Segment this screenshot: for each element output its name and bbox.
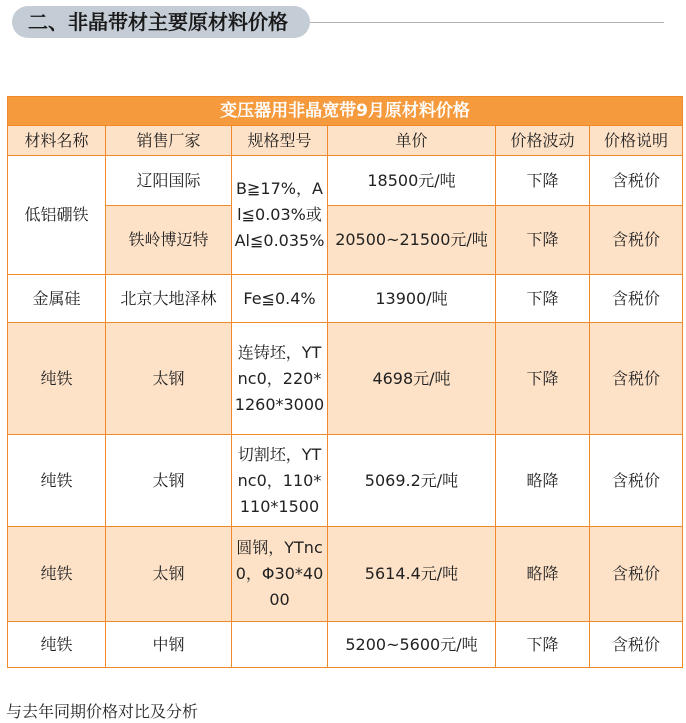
table-row	[8, 206, 683, 275]
cell-trend: 略降	[496, 527, 590, 622]
cell-spec	[232, 622, 328, 668]
cell-trend: 下降	[496, 323, 590, 435]
cell-spec: 切割坯，YTnc0，110*110*1500	[232, 435, 328, 527]
cell-price: 20500~21500元/吨	[328, 206, 496, 275]
price-table	[7, 96, 683, 668]
table-row	[8, 323, 683, 435]
cell-price: 4698元/吨	[328, 323, 496, 435]
cell-price: 13900/吨	[328, 275, 496, 323]
header-price: 单价	[328, 126, 496, 156]
table-header-row	[8, 126, 683, 156]
cell-vendor: 北京大地泽林	[106, 275, 232, 323]
cell-note: 含税价	[590, 206, 683, 275]
table-row	[8, 156, 683, 206]
cell-price: 5200~5600元/吨	[328, 622, 496, 668]
cell-trend: 下降	[496, 206, 590, 275]
cell-trend: 下降	[496, 156, 590, 206]
comparison-heading: 与去年同期价格对比及分析	[6, 702, 199, 721]
cell-vendor: 太钢	[106, 435, 232, 527]
header-spec: 规格型号	[232, 126, 328, 156]
cell-note: 含税价	[590, 622, 683, 668]
cell-trend: 略降	[496, 435, 590, 527]
cell-material: 纯铁	[8, 622, 106, 668]
cell-note: 含税价	[590, 275, 683, 323]
cell-spec: Fe≦0.4%	[232, 275, 328, 323]
cell-spec: 圆钢，YTnc0，Φ30*4000	[232, 527, 328, 622]
cell-price: 5614.4元/吨	[328, 527, 496, 622]
header-trend: 价格波动	[496, 126, 590, 156]
cell-price: 18500元/吨	[328, 156, 496, 206]
cell-trend: 下降	[496, 275, 590, 323]
cell-vendor: 中钢	[106, 622, 232, 668]
cell-trend: 下降	[496, 622, 590, 668]
section-title: 二、非晶带材主要原材料价格	[12, 6, 310, 38]
cell-vendor: 太钢	[106, 527, 232, 622]
cell-price: 5069.2元/吨	[328, 435, 496, 527]
table-caption: 变压器用非晶宽带9月原材料价格	[8, 97, 683, 126]
cell-material: 低铝硼铁	[8, 156, 106, 275]
section-header	[12, 6, 664, 38]
cell-spec: 连铸坯，YTnc0，220*1260*3000	[232, 323, 328, 435]
cell-spec: B≧17%，Al≦0.03%或Al≦0.035%	[232, 156, 328, 275]
cell-material: 纯铁	[8, 323, 106, 435]
cell-note: 含税价	[590, 156, 683, 206]
table-row	[8, 527, 683, 622]
cell-note: 含税价	[590, 323, 683, 435]
cell-material: 金属硅	[8, 275, 106, 323]
table-row	[8, 435, 683, 527]
cell-vendor: 太钢	[106, 323, 232, 435]
cell-note: 含税价	[590, 527, 683, 622]
header-vendor: 销售厂家	[106, 126, 232, 156]
cell-vendor: 铁岭博迈特	[106, 206, 232, 275]
table-row	[8, 275, 683, 323]
section-divider	[310, 22, 664, 23]
cell-material: 纯铁	[8, 435, 106, 527]
header-note: 价格说明	[590, 126, 683, 156]
cell-material: 纯铁	[8, 527, 106, 622]
cell-note: 含税价	[590, 435, 683, 527]
header-material: 材料名称	[8, 126, 106, 156]
table-row	[8, 622, 683, 668]
cell-vendor: 辽阳国际	[106, 156, 232, 206]
